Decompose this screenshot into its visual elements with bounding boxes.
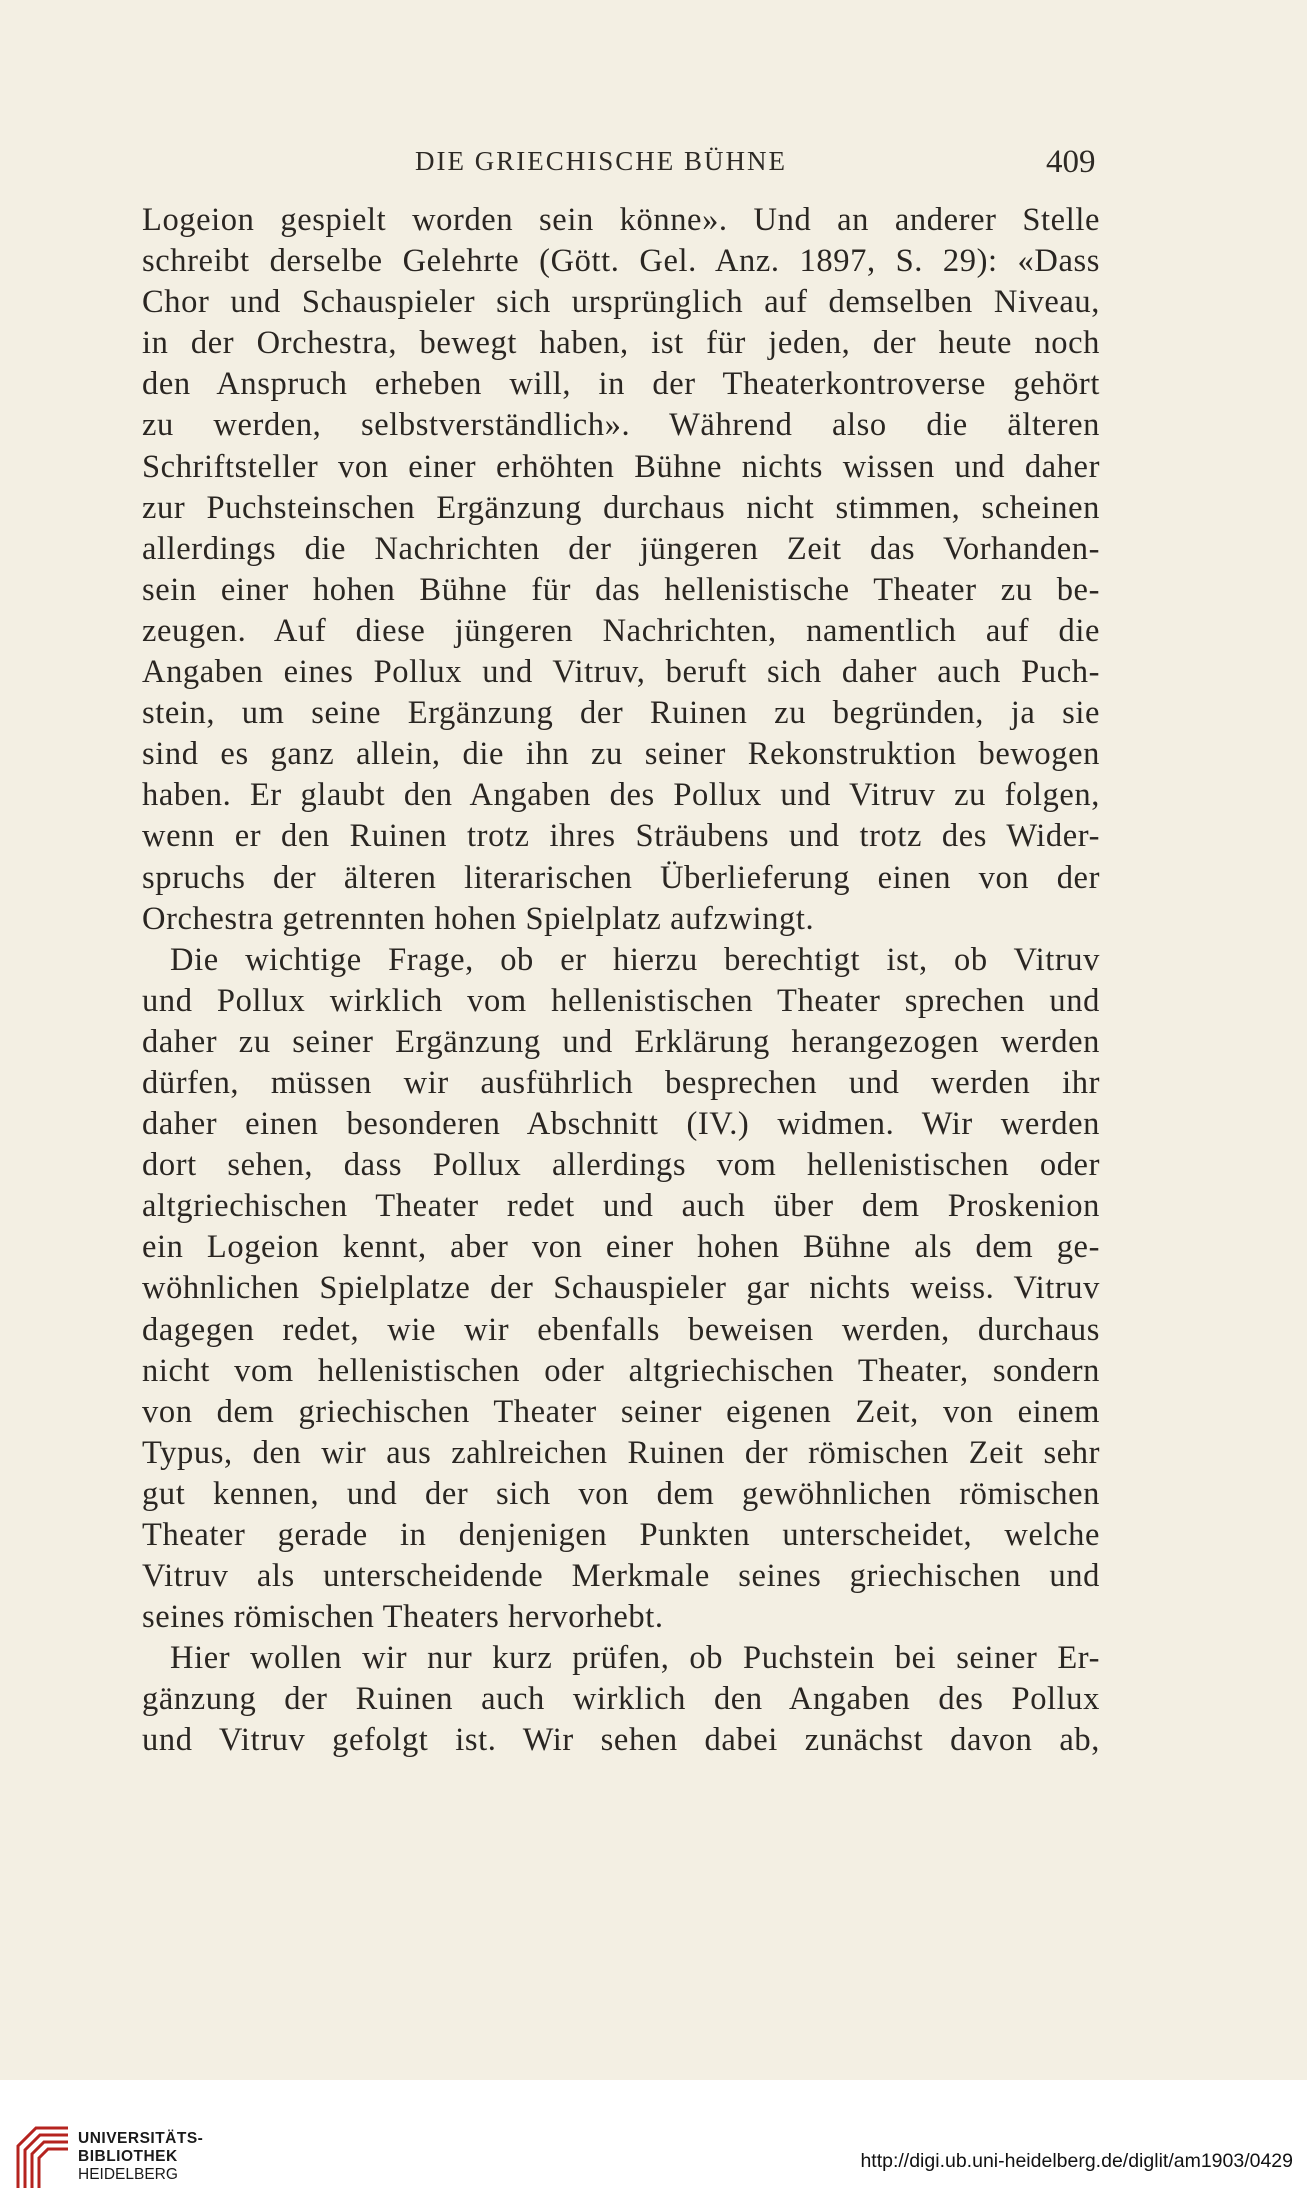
library-name-line2: BIBLIOTHEK: [78, 2148, 178, 2165]
source-url-link[interactable]: http://digi.ub.uni-heidelberg.de/diglit/am1903/0429: [860, 2150, 1293, 2172]
text-line: dort sehen, dass Pollux allerdings vom hellenistischen oder: [142, 1147, 1100, 1184]
text-line: und Vitruv gefolgt ist. Wir sehen dabei zunächst davon ab,: [142, 1722, 1100, 1759]
running-head: [0, 146, 1307, 186]
text-line: Theater gerade in denjenigen Punkten unterscheidet, welche: [142, 1517, 1100, 1553]
text-line: gut kennen, und der sich von dem gewöhnlichen römischen: [142, 1475, 1100, 1512]
library-name: [78, 2130, 203, 2184]
text-line: spruchs der älteren literarischen Überlieferung einen von der: [142, 859, 1100, 896]
text-line: ein Logeion kennt, aber von einer hohen Bühne als dem ge-: [142, 1229, 1100, 1266]
text-line: nicht vom hellenistischen oder altgriechischen Theater, sondern: [142, 1352, 1100, 1389]
text-line: Die wichtige Frage, ob er hierzu berechtigt ist, ob Vitruv: [170, 941, 1100, 978]
text-line: Hier wollen wir nur kurz prüfen, ob Puchstein bei seiner Er-: [170, 1640, 1100, 1677]
text-line: allerdings die Nachrichten der jüngeren Zeit das Vorhanden-: [142, 530, 1100, 567]
text-line: zu werden, selbstverständlich». Während also die älteren: [142, 407, 1100, 444]
text-line: in der Orchestra, bewegt haben, ist für jeden, der heute noch: [142, 325, 1100, 362]
text-line: den Anspruch erheben will, in der Theaterkontroverse gehört: [142, 366, 1100, 403]
text-line: seines römischen Theaters hervorhebt.: [142, 1599, 664, 1636]
body-text: [142, 200, 1100, 1762]
text-line: Chor und Schauspieler sich ursprünglich auf demselben Niveau,: [142, 284, 1100, 321]
text-line: und Pollux wirklich vom hellenistischen Theater sprechen und: [142, 982, 1100, 1019]
text-line: stein, um seine Ergänzung der Ruinen zu begründen, ja sie: [142, 695, 1100, 732]
text-line: zur Puchsteinschen Ergänzung durchaus nicht stimmen, scheinen: [142, 489, 1100, 526]
text-line: Schriftsteller von einer erhöhten Bühne nichts wissen und daher: [142, 448, 1100, 485]
text-line: daher zu seiner Ergänzung und Erklärung herangezogen werden: [142, 1023, 1100, 1060]
text-line: Angaben eines Pollux und Vitruv, beruft sich daher auch Puch-: [142, 654, 1100, 691]
text-line: dürfen, müssen wir ausführlich besprechen und werden ihr: [142, 1064, 1100, 1101]
text-line: Logeion gespielt worden sein könne». Und an anderer Stelle: [142, 202, 1100, 238]
ub-heidelberg-logo-icon: [12, 2116, 74, 2192]
text-line: gänzung der Ruinen auch wirklich den Angaben des Pollux: [142, 1681, 1100, 1718]
text-line: sein einer hohen Bühne für das hellenistische Theater zu be-: [142, 571, 1100, 608]
text-line: Vitruv als unterscheidende Merkmale seines griechischen und: [142, 1558, 1100, 1595]
running-title: DIE GRIECHISCHE BÜHNE: [415, 146, 787, 176]
text-line: wöhnlichen Spielplatze der Schauspieler gar nichts weiss. Vitruv: [142, 1270, 1100, 1307]
text-line: Orchestra getrennten hohen Spielplatz aufzwingt.: [142, 900, 815, 937]
library-name-line3: HEIDELBERG: [78, 2166, 178, 2183]
text-line: wenn er den Ruinen trotz ihres Sträubens und trotz des Wider-: [142, 818, 1100, 855]
text-line: altgriechischen Theater redet und auch über dem Proskenion: [142, 1188, 1100, 1225]
text-line: dagegen redet, wie wir ebenfalls beweisen werden, durchaus: [142, 1311, 1100, 1348]
text-line: daher einen besonderen Abschnitt (IV.) widmen. Wir werden: [142, 1106, 1100, 1143]
library-name-line1: UNIVERSITÄTS-: [78, 2130, 204, 2147]
text-line: von dem griechischen Theater seiner eigenen Zeit, von einem: [142, 1393, 1100, 1430]
text-line: haben. Er glaubt den Angaben des Pollux und Vitruv zu folgen,: [142, 777, 1100, 814]
text-line: schreibt derselbe Gelehrte (Gött. Gel. Anz. 1897, S. 29): «Dass: [142, 243, 1100, 280]
text-line: zeugen. Auf diese jüngeren Nachrichten, namentlich auf die: [142, 612, 1100, 649]
text-line: Typus, den wir aus zahlreichen Ruinen der römischen Zeit sehr: [142, 1434, 1100, 1471]
page-number: 409: [1046, 144, 1096, 180]
text-line: sind es ganz allein, die ihn zu seiner Rekonstruktion bewogen: [142, 736, 1100, 773]
